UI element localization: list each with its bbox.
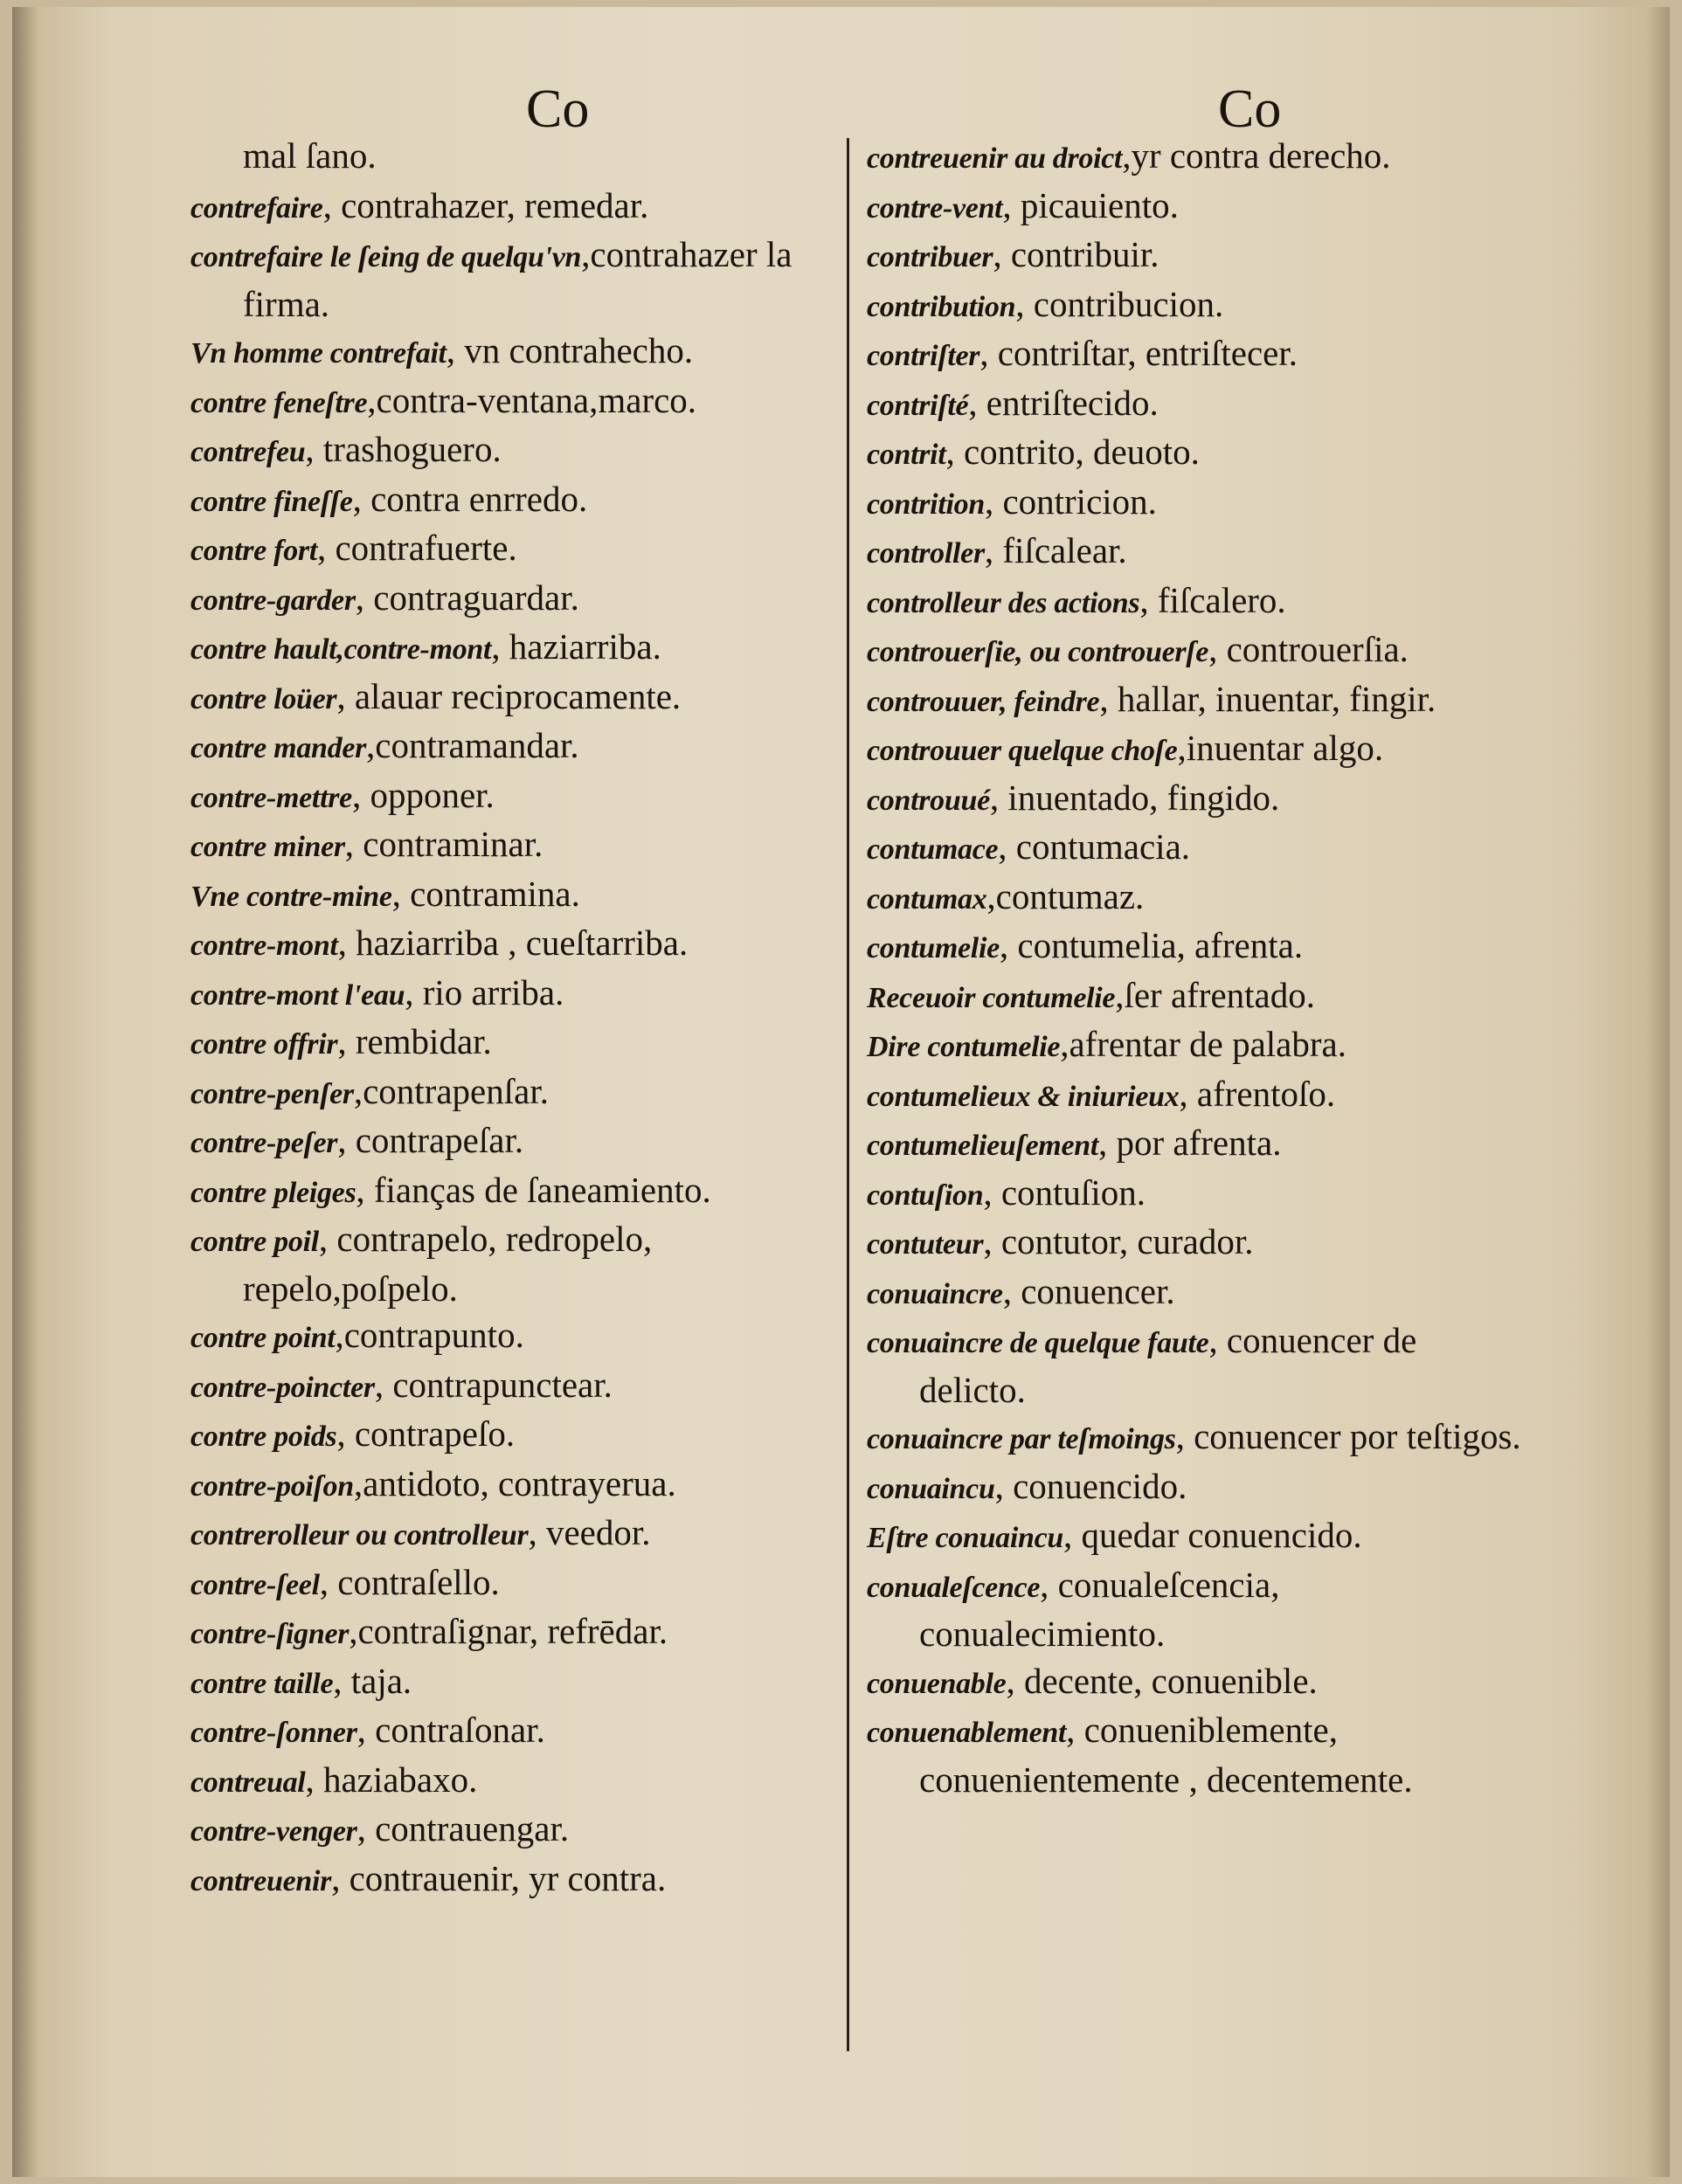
spanish-translation: , fiſcalero.	[1139, 579, 1286, 620]
spanish-translation: , contrauengar.	[356, 1808, 570, 1849]
french-headword: contumace	[867, 833, 999, 866]
dictionary-entry	[190, 426, 842, 476]
french-headword: contre-vent	[867, 191, 1003, 225]
spanish-translation: ,contrahazer la firma.	[243, 234, 793, 324]
french-headword: controller	[867, 537, 985, 570]
french-headword: contre-mont	[190, 930, 338, 962]
spanish-translation: , contrapelo, redropelo, repelo,poſpelo.	[243, 1219, 653, 1309]
french-headword: Vne contre-mine	[190, 880, 392, 913]
spanish-translation: , contrauenir, yr contra.	[331, 1857, 667, 1898]
french-headword: contre offrir	[190, 1028, 338, 1061]
spanish-translation: , contrapunctear.	[374, 1364, 613, 1405]
french-headword: contre poids	[190, 1420, 337, 1453]
french-headword: contuſion	[867, 1178, 984, 1212]
spanish-translation: , contrahazer, remedar.	[322, 184, 649, 225]
spanish-translation: , conualeſcencia, conualecimiento.	[919, 1564, 1280, 1654]
spanish-translation: , opponer.	[351, 774, 495, 815]
french-headword: contre miner	[190, 831, 345, 863]
spanish-translation: , taja.	[333, 1660, 412, 1701]
dictionary-entry	[190, 1362, 842, 1412]
spanish-translation: , haziarriba , cueſtarriba.	[337, 923, 689, 963]
french-headword: contribuer	[867, 241, 993, 273]
dictionary-entry	[190, 1461, 842, 1510]
spanish-translation: ,contramandar.	[366, 725, 579, 765]
dictionary-entry	[867, 725, 1531, 775]
dictionary-entry	[190, 1117, 842, 1167]
french-headword: contre-ſigner	[190, 1618, 350, 1650]
french-headword: conuaincre	[867, 1277, 1003, 1310]
dictionary-entry	[190, 183, 842, 232]
spanish-translation: , contrito, deuoto.	[945, 432, 1200, 472]
spanish-translation: ,afrentar de palabra.	[1060, 1024, 1346, 1064]
spanish-translation: , vn contrahecho.	[446, 330, 694, 370]
dictionary-entry	[867, 874, 1531, 923]
french-headword: contreual	[190, 1766, 306, 1799]
dictionary-entry	[190, 871, 842, 921]
spanish-translation: , contraſonar.	[356, 1710, 545, 1750]
spanish-translation: , contribucion.	[1015, 283, 1224, 324]
french-headword: conuaincre par teſmoings	[867, 1423, 1176, 1455]
dictionary-entry	[867, 429, 1531, 479]
page-gutter-shadow	[12, 7, 38, 2177]
spanish-translation: , haziabaxo.	[305, 1759, 478, 1800]
dictionary-entry	[867, 972, 1531, 1022]
dictionary-entry	[190, 328, 842, 377]
french-headword: contre-poincter	[190, 1371, 375, 1404]
dictionary-entry	[867, 1658, 1531, 1708]
dictionary-entry	[190, 821, 842, 871]
french-headword: controuuer quelque choſe	[867, 735, 1178, 767]
page-edge-shadow	[1647, 7, 1670, 2177]
french-headword: contre poil	[190, 1226, 319, 1258]
spanish-translation: , contutor, curador.	[983, 1221, 1254, 1261]
dictionary-entry	[190, 1019, 842, 1068]
french-headword: contre hault,contre-mont	[190, 633, 492, 666]
spanish-translation: , picauiento.	[1002, 184, 1179, 225]
spanish-translation: , conueniblemente, conuenientemente , decentemente.	[919, 1710, 1413, 1800]
spanish-translation: ,contraſignar, refrēdar.	[349, 1611, 668, 1651]
dictionary-entry	[867, 1512, 1531, 1562]
french-headword: contrerolleur ou controlleur	[190, 1519, 529, 1552]
french-headword: contre loüer	[190, 682, 337, 715]
french-headword: controuerſie, ou controuerſe	[867, 636, 1209, 668]
dictionary-entry	[867, 479, 1531, 529]
french-headword: Receuoir contumelie	[867, 981, 1116, 1014]
french-headword: conuaincre de quelque faute	[867, 1327, 1209, 1359]
dictionary-entry	[867, 676, 1531, 726]
french-headword: contre pleiges	[190, 1176, 356, 1209]
french-headword: controuué	[867, 784, 990, 817]
dictionary-entry	[190, 232, 842, 328]
french-headword: contriſter	[867, 340, 980, 372]
spanish-translation: , contumacia.	[998, 826, 1191, 867]
french-headword: contrit	[867, 439, 946, 471]
french-headword: contre feneſtre	[190, 386, 368, 419]
french-headword: contre-penſer	[190, 1077, 354, 1110]
dictionary-entry	[867, 1120, 1531, 1170]
french-headword: contrefaire	[190, 191, 323, 225]
french-headword: contre taille	[190, 1667, 334, 1700]
dictionary-entry	[190, 1856, 842, 1905]
french-headword: conuenable	[867, 1667, 1007, 1700]
spanish-translation: , contribuir.	[993, 234, 1159, 274]
french-headword: contreuenir au droict	[867, 142, 1123, 175]
dictionary-entry	[867, 923, 1531, 972]
dictionary-entry	[867, 1317, 1531, 1413]
dictionary-entry	[867, 1071, 1531, 1121]
spanish-translation: , controuerſia.	[1208, 629, 1409, 669]
spanish-translation: , veedor.	[528, 1512, 651, 1552]
dictionary-entry	[867, 232, 1531, 281]
dictionary-entry	[867, 1707, 1531, 1803]
spanish-translation: , contraminar.	[344, 824, 543, 864]
spanish-translation: , haziarriba.	[491, 626, 661, 667]
spanish-translation: , contriſtar, entriſtecer.	[979, 333, 1298, 373]
french-headword: contreuenir	[190, 1864, 332, 1897]
french-headword: contre-peſer	[190, 1127, 338, 1159]
dictionary-entry	[867, 775, 1531, 825]
dictionary-entry	[867, 626, 1531, 676]
french-headword: contuteur	[867, 1228, 984, 1261]
spanish-translation: , fianças de ſaneamiento.	[356, 1169, 711, 1210]
dictionary-entry	[867, 1170, 1531, 1220]
dictionary-entry	[190, 1411, 842, 1461]
right-column	[867, 133, 1531, 1803]
dictionary-entry	[867, 183, 1531, 232]
dictionary-entry	[190, 133, 842, 183]
dictionary-entry	[867, 1413, 1531, 1463]
spanish-translation: , inuentado, fingido.	[989, 777, 1280, 818]
french-headword: contumax	[867, 882, 987, 916]
spanish-translation: , trashoguero.	[305, 429, 502, 469]
spanish-translation: , conuencer de delicto.	[919, 1320, 1417, 1410]
spanish-translation: , fiſcalear.	[984, 530, 1127, 570]
spanish-translation: , conuencido.	[994, 1465, 1187, 1506]
spanish-translation: , rio arriba.	[405, 971, 564, 1013]
french-headword: contre-venger	[190, 1815, 357, 1848]
spanish-translation: ,ſer afrentado.	[1115, 974, 1316, 1015]
french-headword: contre point	[190, 1322, 336, 1354]
spanish-translation: , contra enrredo.	[352, 478, 588, 519]
dictionary-entry	[190, 1707, 842, 1757]
spanish-translation: , contraſello.	[319, 1561, 500, 1602]
spanish-translation: , alauar reciprocamente.	[336, 675, 682, 716]
dictionary-entry	[190, 1167, 842, 1217]
spanish-translation: , contramina.	[391, 873, 580, 914]
french-headword: contrition	[867, 487, 985, 521]
dictionary-entry	[867, 528, 1531, 577]
dictionary-entry	[190, 1216, 842, 1312]
left-column	[190, 133, 842, 1904]
spanish-translation: , contumelia, afrenta.	[999, 925, 1304, 965]
dictionary-entry	[190, 1806, 842, 1856]
dictionary-entry	[190, 377, 842, 427]
dictionary-entry	[867, 380, 1531, 430]
dictionary-entry	[190, 674, 842, 723]
spanish-translation: , contraguardar.	[355, 577, 579, 618]
dictionary-entry	[867, 1219, 1531, 1268]
spanish-translation: ,contumaz.	[986, 875, 1145, 916]
spanish-translation: ,inuentar algo.	[1177, 728, 1384, 768]
french-headword: contre-garder	[190, 584, 356, 617]
dictionary-entry	[190, 575, 842, 625]
french-headword: contumelieux & iniurieux	[867, 1080, 1180, 1113]
spanish-translation: mal ſano.	[243, 135, 377, 176]
dictionary-entry	[867, 281, 1531, 331]
spanish-translation: , afrentoſo.	[1179, 1073, 1336, 1114]
spanish-translation: , hallar, inuentar, fingir.	[1099, 678, 1436, 719]
dictionary-entry	[867, 1562, 1531, 1658]
french-headword: contribution	[867, 290, 1016, 323]
french-headword: conuenablement	[867, 1717, 1067, 1749]
spanish-translation: ,yr contra derecho.	[1122, 135, 1391, 176]
spanish-translation: , decente, conuenible.	[1006, 1660, 1318, 1701]
dictionary-entry	[867, 824, 1531, 874]
french-headword: contriſté	[867, 389, 969, 422]
spanish-translation: , contricion.	[984, 480, 1157, 522]
book-page	[12, 7, 1670, 2177]
spanish-translation: , contrapeſo.	[336, 1413, 516, 1454]
french-headword: contrefaire le ſeing de quelqu'vn	[190, 241, 582, 273]
spanish-translation: , quedar conuencido.	[1063, 1515, 1362, 1555]
french-headword: controuuer, feindre	[867, 685, 1100, 718]
dictionary-entry	[190, 1068, 842, 1118]
french-headword: contre mander	[190, 732, 367, 764]
dictionary-entry	[190, 1757, 842, 1807]
dictionary-entry	[190, 525, 842, 575]
column-divider	[847, 138, 849, 2051]
dictionary-entry	[867, 1021, 1531, 1071]
dictionary-entry	[190, 970, 842, 1019]
french-headword: contrefeu	[190, 436, 306, 468]
running-head-right: Co	[1218, 79, 1282, 139]
spanish-translation: ,contra-ventana,marco.	[367, 379, 697, 420]
french-headword: Vn homme contrefait	[190, 337, 446, 370]
french-headword: contre-ſonner	[190, 1717, 357, 1749]
dictionary-entry	[190, 1608, 842, 1658]
french-headword: controlleur des actions	[867, 586, 1140, 619]
dictionary-entry	[190, 772, 842, 822]
french-headword: contre-mont l'eau	[190, 978, 405, 1012]
french-headword: contre-ſeel	[190, 1568, 320, 1601]
french-headword: Eſtre conuaincu	[867, 1522, 1064, 1554]
dictionary-entry	[190, 722, 842, 772]
dictionary-entry	[190, 476, 842, 526]
spanish-translation: ,contrapenſar.	[353, 1070, 549, 1111]
dictionary-entry	[190, 920, 842, 970]
spanish-translation: , contuſion.	[983, 1171, 1146, 1213]
french-headword: conualeſcence	[867, 1571, 1041, 1604]
dictionary-entry	[190, 624, 842, 674]
dictionary-entry	[867, 330, 1531, 380]
spanish-translation: , conuencer.	[1002, 1270, 1175, 1311]
spanish-translation: , por afrenta.	[1098, 1123, 1282, 1163]
dictionary-entry	[867, 577, 1531, 627]
dictionary-entry	[190, 1658, 842, 1708]
french-headword: contre fineſſe	[190, 485, 353, 518]
french-headword: contre fort	[190, 535, 317, 567]
spanish-translation: , entriſtecido.	[968, 382, 1159, 423]
dictionary-entry	[867, 1463, 1531, 1513]
french-headword: contumelie	[867, 932, 1000, 964]
spanish-translation: , rembidar.	[337, 1021, 492, 1061]
spanish-translation: ,antidoto, contrayerua.	[353, 1462, 676, 1503]
dictionary-entry	[190, 1559, 842, 1609]
french-headword: contumelieuſement	[867, 1130, 1098, 1162]
spanish-translation: , contrapeſar.	[337, 1120, 524, 1160]
dictionary-entry	[867, 1268, 1531, 1318]
french-headword: contre-poiſon	[190, 1469, 354, 1503]
french-headword: conuaincu	[867, 1472, 995, 1505]
dictionary-entry	[190, 1312, 842, 1362]
dictionary-entry	[190, 1510, 842, 1559]
spanish-translation: ,contrapunto.	[335, 1315, 524, 1355]
french-headword: contre-mettre	[190, 781, 352, 814]
dictionary-entry	[867, 133, 1531, 183]
spanish-translation: , contrafuerte.	[316, 528, 517, 568]
spanish-translation: , conuencer por teſtigos.	[1175, 1416, 1521, 1456]
running-head-left: Co	[526, 79, 590, 139]
french-headword: Dire contumelie	[867, 1031, 1061, 1063]
